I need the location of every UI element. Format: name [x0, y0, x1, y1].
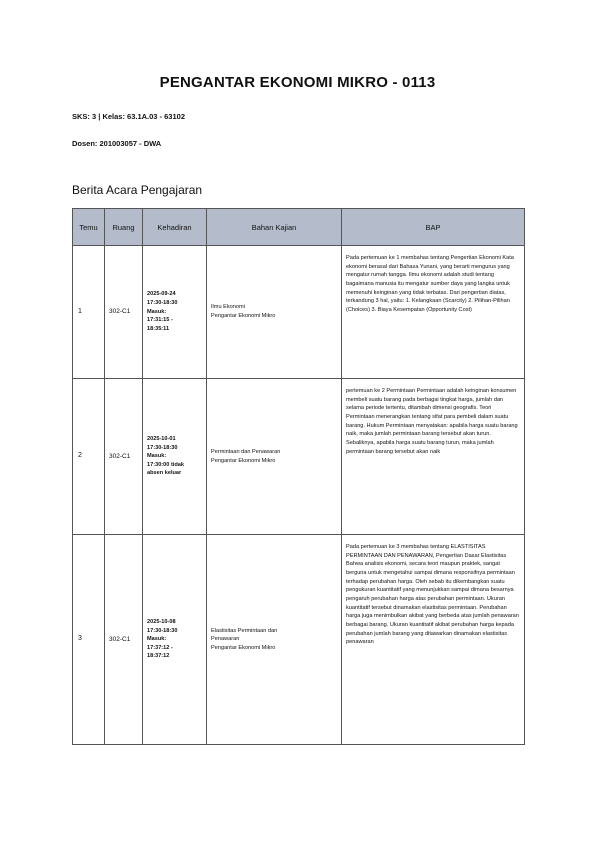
kehadiran-out: absen keluar	[147, 470, 182, 477]
cell-ruang: 302-C1	[105, 535, 143, 745]
kehadiran-in: 17:31:15 -	[147, 317, 173, 324]
kehadiran-date: 2025-10-01	[147, 435, 176, 442]
cell-bahan-kajian	[207, 246, 342, 379]
sks-kelas-line: SKS: 3 | Kelas: 63.1A.03 - 63102	[72, 112, 185, 121]
table-row	[73, 379, 525, 535]
table-row	[73, 246, 525, 379]
header-bahan-kajian: Bahan Kajian	[207, 209, 342, 246]
header-ruang: Ruang	[105, 209, 143, 246]
bahan-line: Pengantar Ekonomi Mikro	[211, 457, 276, 464]
kehadiran-time: 17:30-18:30	[147, 627, 178, 634]
kehadiran-date: 2025-10-08	[147, 618, 176, 625]
kehadiran-in: 17:37:12 -	[147, 644, 173, 651]
kehadiran-in: 17:30:00 tidak	[147, 461, 185, 468]
section-title: Berita Acara Pengajaran	[72, 183, 203, 197]
document-title: PENGANTAR EKONOMI MIKRO - 0113	[159, 74, 436, 91]
kehadiran-label: Masuk:	[147, 636, 167, 643]
cell-bap	[342, 246, 525, 379]
table-row	[73, 535, 525, 745]
bahan-line: Permintaan dan Penawaran	[211, 448, 281, 455]
kehadiran-label: Masuk:	[147, 308, 167, 315]
cell-temu: 3	[73, 535, 105, 745]
bap-text: Pada pertemuan ke 1 membahas tentang Pengertian Ekonomi Kata ekonomi berasal dari Bahasa Yunani, yang berarti mengurus yang mengatur rumah tangga. Ilmu ekonomi adalah studi tentang bagaimana manusia itu mengatur sumber daya yang langka untuk memenuhi keinginan yang tidak terbatas. Dari pengertian diatas, terkandung 3 hal, yaitu: 1. Kelangkaan (Scarcity) 2. Pilihan-Pilihan (Choices) 3. Biaya Kesempatan (Opportunity Cost)	[346, 255, 514, 313]
header-bap: BAP	[342, 209, 525, 246]
cell-bap	[342, 379, 525, 535]
cell-kehadiran	[143, 246, 207, 379]
cell-bahan-kajian	[207, 379, 342, 535]
kehadiran-out: 18:37:12	[147, 653, 170, 660]
kehadiran-out: 18:35:11	[147, 325, 170, 332]
cell-bap	[342, 535, 525, 745]
bahan-line: Ilmu Ekonomi	[211, 304, 245, 311]
cell-ruang: 302-C1	[105, 246, 143, 379]
bap-text: pertemuan ke 2 Permintaan Permintaan adalah keinginan konsumen membeli suatu barang pada berbagai tingkat harga, jumlah dan selama periode tertentu, ditambah dimensi geografis. Teori Permintaan menerangkan tentang sifat para pembeli dalam suatu barang. Hukum Permintaan menyatakan: apabila harga suatu barang naik, maka jumlah permintaan barang tersebut akan turun. Sebaliknya, apabila harga suatu barang turun, maka jumlah permintaan barang tersebut akan naik	[346, 388, 518, 455]
cell-kehadiran	[143, 535, 207, 745]
cell-temu: 1	[73, 246, 105, 379]
bahan-line: Penawaran	[211, 636, 240, 643]
bap-table	[72, 208, 525, 745]
bahan-line: Pengantar Ekonomi Mikro	[211, 313, 276, 319]
cell-bahan-kajian	[207, 535, 342, 745]
kehadiran-label: Masuk:	[147, 453, 167, 460]
kehadiran-time: 17:30-18:30	[147, 300, 178, 307]
bap-text: Pada pertemuan ke 3 membahas tentang ELASTISITAS PERMINTAAN DAN PENAWARAN, Pengertian Dasar Elastisitas Bahwa analisis ekonomi, secara teori maupun praktek, sangat berguna untuk mengetahui sampai dimana responsifnya permintaan terhadap perubahan harga. Oleh sebab itu dikembangkan suatu pengukuran kuantitatif yang menunjukkan sampai dimana besarnya pengaruh perubahan harga atas perubahan permintaan. Ukuran kuantitatif tersebut dinamakan elastisitas permintaan. Perubahan harga juga menimbulkan akibat yang berbeda atas jumlah penawaran berbagai barang. Ukuran kuantitatif akibat perubahan harga kepada perubahan jumlah barang yang ditawarkan dinamakan elastisitas penawaran	[346, 544, 519, 646]
kehadiran-time: 17:30-18:30	[147, 444, 178, 451]
cell-temu: 2	[73, 379, 105, 535]
header-kehadiran: Kehadiran	[143, 209, 207, 246]
dosen-line: Dosen: 201003057 - DWA	[72, 139, 162, 148]
header-temu: Temu	[73, 209, 105, 246]
bahan-line: Elastisitas Permintaan dan	[211, 627, 278, 634]
cell-kehadiran	[143, 379, 207, 535]
kehadiran-date: 2025-09-24	[147, 291, 176, 298]
table-header-row	[73, 209, 525, 246]
cell-ruang: 302-C1	[105, 379, 143, 535]
bahan-line: Pengantar Ekonomi Mikro	[211, 644, 276, 651]
